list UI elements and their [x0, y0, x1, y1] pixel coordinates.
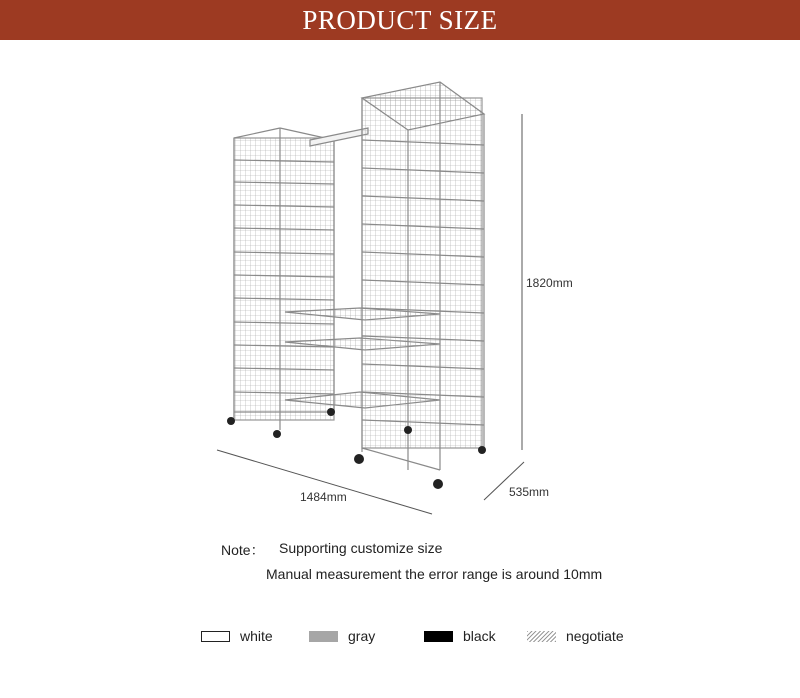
- height-dimension-label: 1820mm: [526, 276, 573, 290]
- color-label: black: [463, 628, 496, 644]
- white-swatch: [201, 631, 230, 642]
- note-line-customize: Supporting customize size: [279, 540, 443, 556]
- color-option-black: [424, 628, 496, 644]
- color-option-white: [201, 628, 273, 644]
- page-title: PRODUCT SIZE: [302, 5, 498, 35]
- gray-swatch: [309, 631, 338, 642]
- depth-dimension-label: 535mm: [509, 485, 550, 499]
- color-label: gray: [348, 628, 376, 644]
- product-drawing: [0, 40, 800, 520]
- hatched-swatch: [527, 631, 556, 642]
- left-tower: [234, 128, 334, 430]
- black-swatch: [424, 631, 453, 642]
- note-line-measurement: Manual measurement the error range is around 10mm: [266, 566, 603, 582]
- width-dimension-label: 1484mm: [300, 490, 347, 504]
- right-tower: [362, 82, 484, 470]
- color-option-negotiate: [527, 628, 624, 644]
- color-option-gray: [309, 628, 375, 644]
- color-label: white: [240, 628, 273, 644]
- note-label: Note：: [221, 542, 265, 558]
- color-label: negotiate: [566, 628, 624, 644]
- color-options: [0, 620, 800, 650]
